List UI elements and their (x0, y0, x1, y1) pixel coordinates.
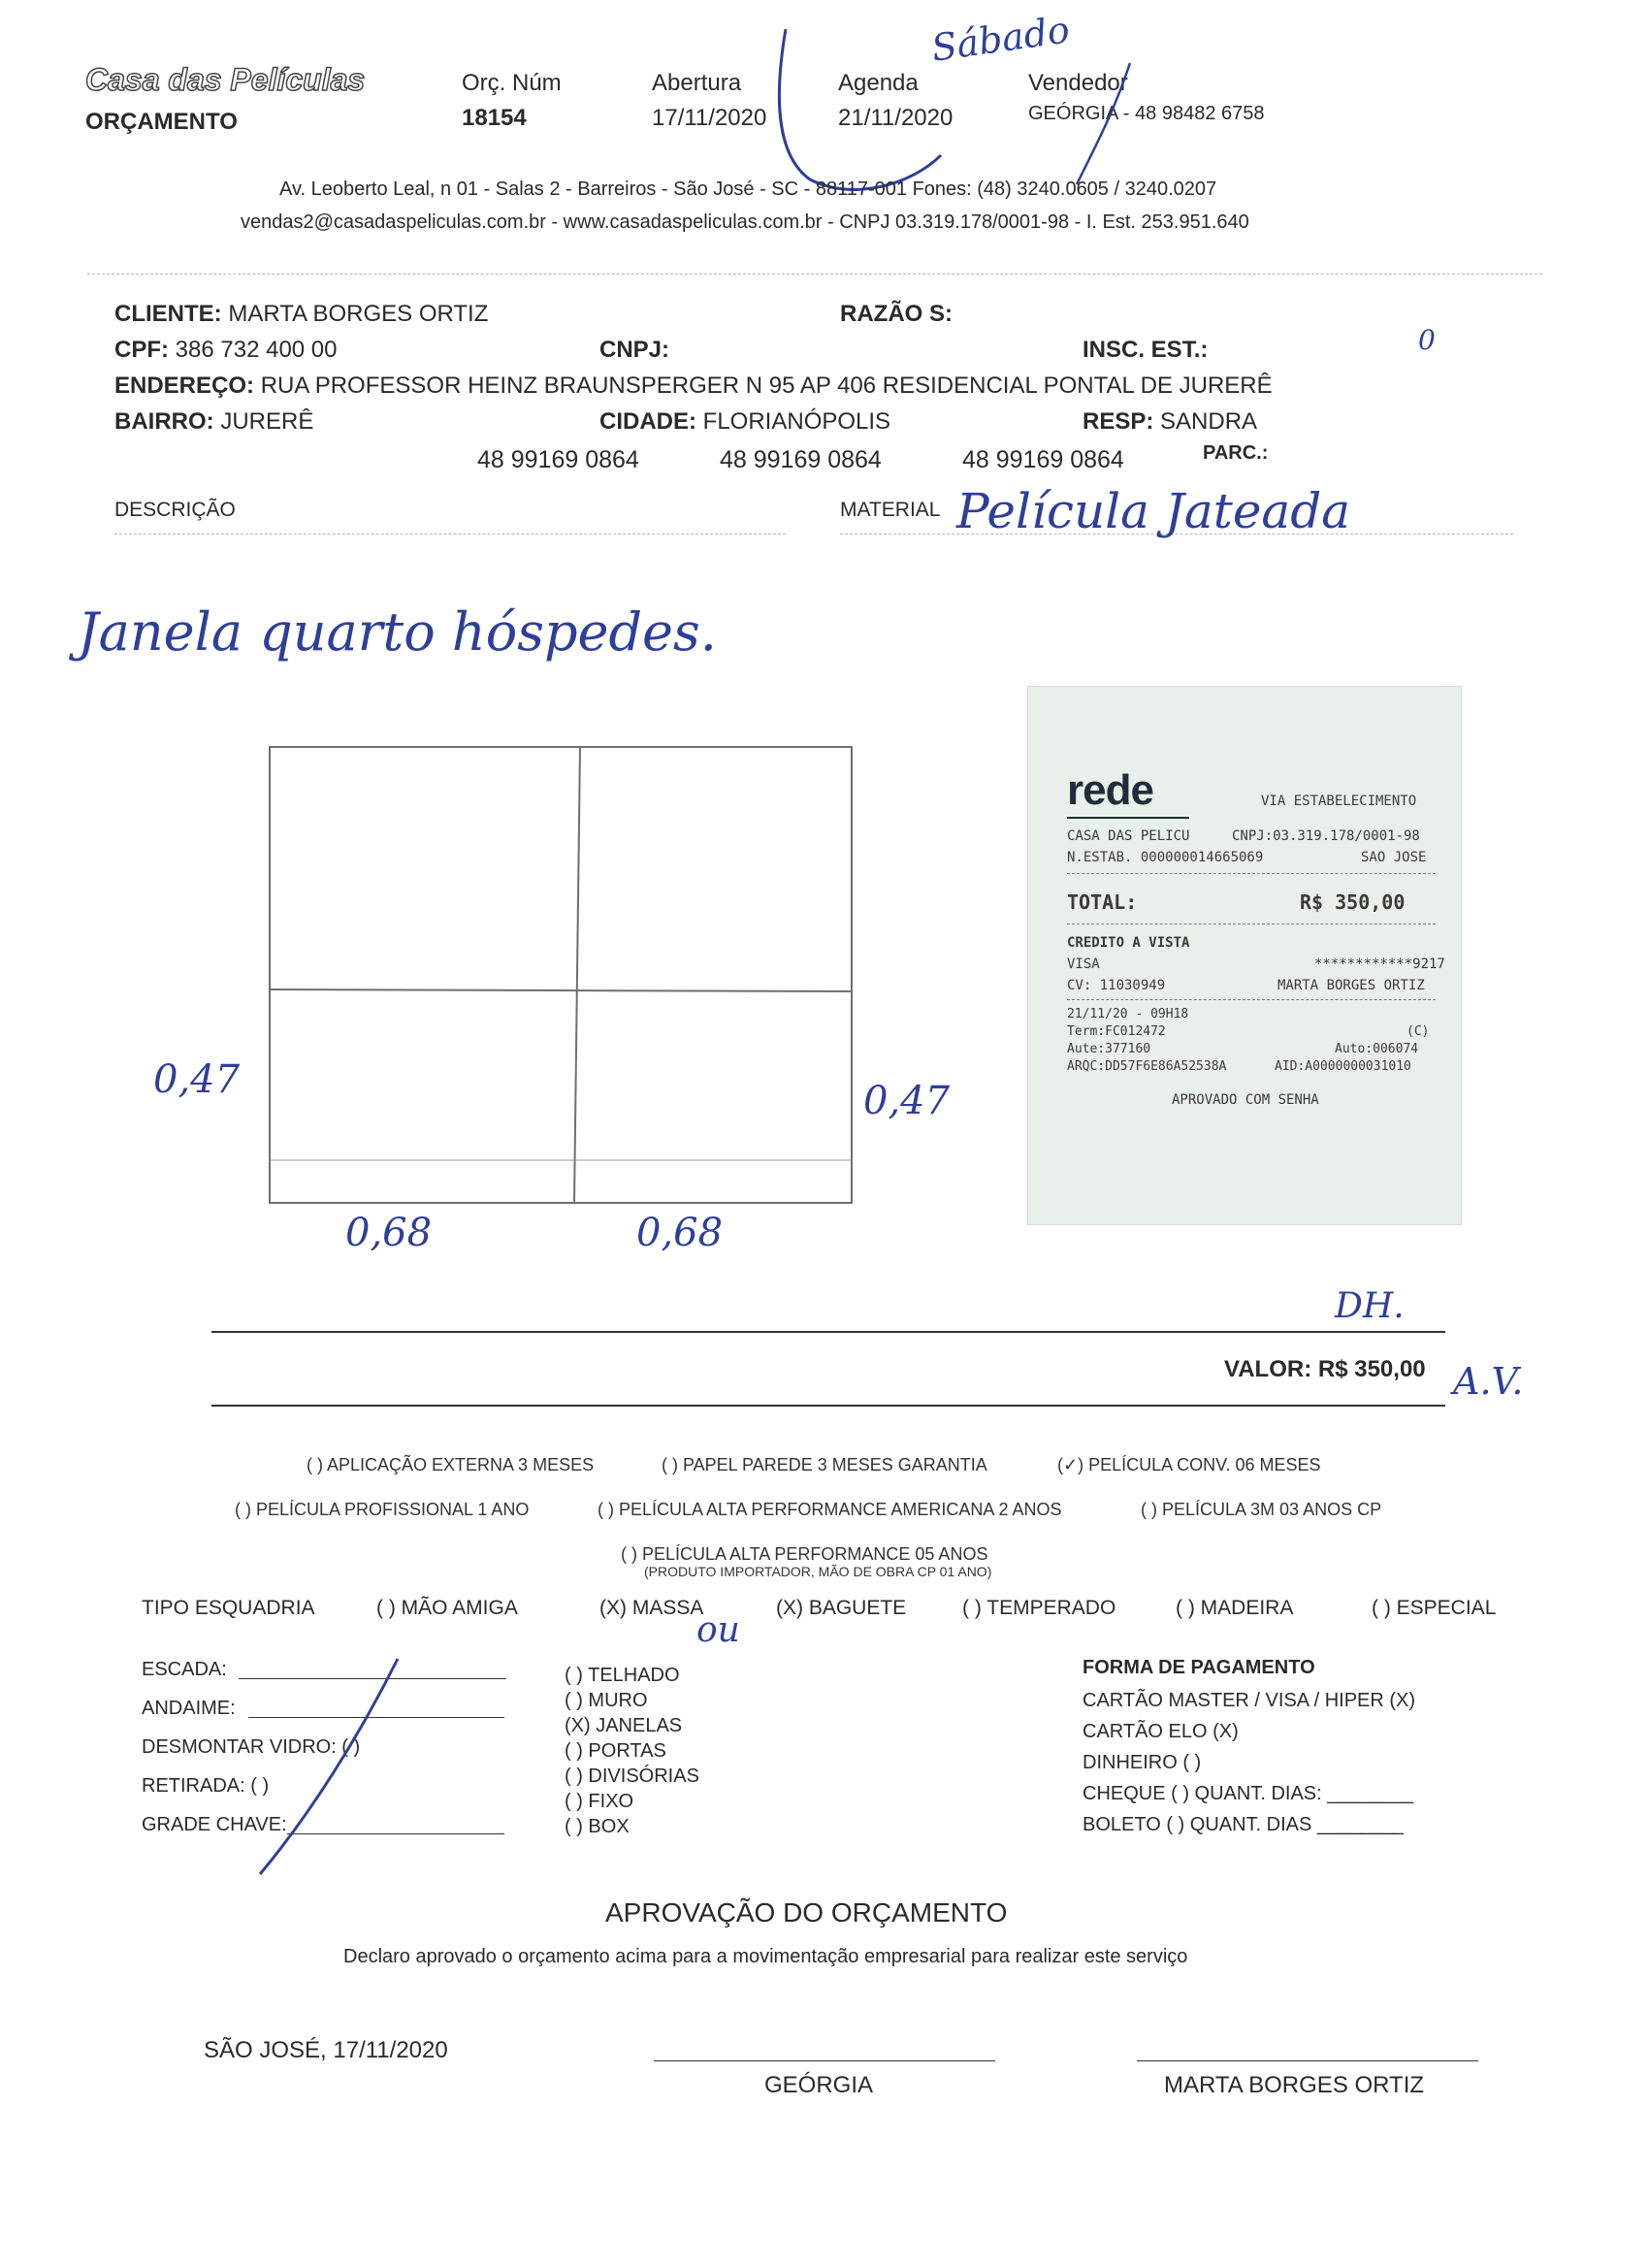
receipt-arqc: ARQC:DD57F6E86A52538A (1067, 1059, 1227, 1074)
extra-grade-chave: GRADE CHAVE: (142, 1814, 287, 1835)
receipt-cnpj: CNPJ:03.319.178/0001-98 (1232, 828, 1420, 844)
receipt-aid: AID:A0000000031010 (1275, 1059, 1411, 1074)
header-divider (87, 274, 1542, 275)
valor-line-top (211, 1331, 1445, 1333)
phone-3: 48 99169 0864 (962, 446, 1124, 473)
receipt-divider-1 (1067, 873, 1436, 874)
cpf-value: 386 732 400 00 (175, 337, 338, 363)
receipt-divider-2 (1067, 923, 1436, 924)
receipt-card-num: ************9217 (1314, 956, 1445, 972)
endereco-label: ENDEREÇO: (114, 373, 255, 399)
handwritten-strike-line (252, 1649, 407, 1882)
esquadria-baguete[interactable]: (X) BAGUETE (776, 1597, 907, 1619)
receipt-cv: CV: 11030949 (1067, 978, 1166, 993)
brand-logo: Casa das Películas (85, 62, 366, 97)
receipt-total-label: TOTAL: (1067, 891, 1138, 914)
vendedor-value: GEÓRGIA - 48 98482 6758 (1028, 103, 1265, 124)
window-sketch (262, 737, 863, 1213)
payment-dinheiro[interactable]: DINHEIRO ( ) (1083, 1752, 1202, 1773)
extra-fixo[interactable]: ( ) FIXO (565, 1791, 634, 1812)
payment-cartao-elo[interactable]: CARTÃO ELO (X) (1083, 1721, 1239, 1742)
phone-2: 48 99169 0864 (720, 446, 882, 473)
signature-line-2 (1137, 2060, 1478, 2061)
dim-right-height: 0,47 (863, 1079, 951, 1123)
orc-num-value: 18154 (462, 105, 527, 131)
payment-cartao-master[interactable]: CARTÃO MASTER / VISA / HIPER (X) (1083, 1690, 1416, 1711)
abertura-value: 17/11/2020 (652, 105, 767, 131)
vendedor-label: Vendedor (1028, 70, 1128, 96)
signature-name-1: GEÓRGIA (764, 2072, 874, 2098)
extra-box[interactable]: ( ) BOX (565, 1816, 630, 1837)
material-handwritten: Película Jateada (956, 483, 1351, 539)
endereco-value: RUA PROFESSOR HEINZ BRAUNSPERGER N 95 AP 406 RESIDENCIAL PONTAL DE JURERÊ (260, 373, 1273, 399)
receipt-auto: Auto:006074 (1335, 1042, 1419, 1056)
extra-telhado[interactable]: ( ) TELHADO (565, 1665, 680, 1686)
receipt-divider-3 (1067, 999, 1436, 1000)
extra-retirada[interactable]: RETIRADA: ( ) (142, 1775, 270, 1797)
approval-place-date: SÃO JOSÉ, 17/11/2020 (204, 2037, 448, 2063)
approval-text: Declaro aprovado o orçamento acima para a movimentação empresarial para realizar este serviço (343, 1946, 1188, 1967)
extra-divisorias[interactable]: ( ) DIVISÓRIAS (565, 1766, 699, 1787)
bairro-row (114, 408, 313, 436)
razao-label: RAZÃO S: (840, 301, 953, 327)
cliente-label: CLIENTE: (114, 301, 222, 327)
insc-label: INSC. EST.: (1083, 337, 1209, 363)
esquadria-label: TIPO ESQUADRIA (142, 1597, 315, 1619)
cidade-row (599, 408, 890, 436)
extra-escada: ESCADA: (142, 1659, 227, 1680)
receipt-total-value: R$ 350,00 (1300, 891, 1406, 914)
receipt-via: VIA ESTABELECIMENTO (1261, 794, 1417, 809)
receipt-term: Term:FC012472 (1067, 1024, 1166, 1039)
opt-aplicacao-externa[interactable]: ( ) APLICAÇÃO EXTERNA 3 MESES (307, 1455, 595, 1474)
payment-boleto[interactable]: BOLETO ( ) QUANT. DIAS ________ (1083, 1814, 1404, 1835)
receipt-city: SAO JOSE (1361, 850, 1427, 865)
insc-hand-mark: 0 (1418, 324, 1436, 356)
opt-pelicula-3m[interactable]: ( ) PELÍCULA 3M 03 ANOS CP (1141, 1500, 1382, 1519)
cidade-label: CIDADE: (599, 408, 696, 435)
agenda-value: 21/11/2020 (838, 105, 954, 131)
descricao-line (114, 534, 786, 535)
receipt-approval: APROVADO COM SENHA (1172, 1092, 1319, 1108)
receipt-type: CREDITO A VISTA (1067, 935, 1190, 951)
esquadria-temperado[interactable]: ( ) TEMPERADO (962, 1597, 1116, 1619)
cliente-value: MARTA BORGES ORTIZ (228, 301, 489, 327)
esquadria-madeira[interactable]: ( ) MADEIRA (1176, 1597, 1294, 1619)
dim-width-1: 0,68 (345, 1211, 433, 1255)
abertura-label: Abertura (652, 70, 742, 96)
esquadria-especial[interactable]: ( ) ESPECIAL (1372, 1597, 1497, 1619)
signature-line-1 (654, 2060, 995, 2061)
receipt-holder: MARTA BORGES ORTIZ (1277, 978, 1425, 993)
receipt-datetime: 21/11/20 - 09H18 (1067, 1007, 1189, 1021)
resp-label: RESP: (1083, 408, 1154, 435)
opt-alta-performance-05-sub: (PRODUTO IMPORTADOR, MÃO DE OBRA CP 01 ANO) (644, 1564, 992, 1579)
cpf-row (114, 337, 338, 364)
resp-value: SANDRA (1160, 408, 1258, 435)
extra-desmontar-vidro[interactable]: DESMONTAR VIDRO: ( ) (142, 1736, 361, 1758)
cnpj-label: CNPJ: (599, 337, 670, 363)
valor-text: VALOR: R$ 350,00 (1224, 1356, 1426, 1382)
handwritten-sabado: Sábado (928, 8, 1073, 70)
payment-title: FORMA DE PAGAMENTO (1083, 1657, 1315, 1678)
extra-portas[interactable]: ( ) PORTAS (565, 1740, 666, 1762)
receipt-card: VISA (1067, 956, 1100, 972)
esquadria-hand-ou: ou (696, 1610, 740, 1650)
valor-hand-av: A.V. (1453, 1360, 1524, 1403)
company-address: Av. Leoberto Leal, n 01 - Salas 2 - Barreiros - São José - SC - 88117-001 Fones: (48) 3240.0605 / 3240.0207 (279, 178, 1217, 200)
extra-andaime: ANDAIME: (142, 1698, 236, 1719)
handwritten-circle-mark (766, 10, 1174, 204)
approval-title: APROVAÇÃO DO ORÇAMENTO (605, 1897, 1008, 1928)
cliente-row (114, 301, 488, 328)
descricao-label: DESCRIÇÃO (114, 499, 236, 521)
item-handwritten: Janela quarto hóspedes. (78, 601, 717, 663)
opt-alta-performance-americana[interactable]: ( ) PELÍCULA ALTA PERFORMANCE AMERICANA 2 ANOS (598, 1500, 1062, 1519)
bairro-label: BAIRRO: (114, 408, 214, 435)
receipt-n-estab: N.ESTAB. 000000014665069 (1067, 850, 1264, 865)
material-label: MATERIAL (840, 499, 941, 521)
payment-cheque[interactable]: CHEQUE ( ) QUANT. DIAS: ________ (1083, 1783, 1414, 1804)
doc-type: ORÇAMENTO (85, 109, 238, 135)
signature-name-2: MARTA BORGES ORTIZ (1164, 2072, 1425, 2098)
parc-label: PARC.: (1203, 442, 1269, 464)
cpf-label: CPF: (114, 337, 169, 363)
receipt-c-mark: (C) (1406, 1024, 1430, 1039)
receipt-aute: Aute:377160 (1067, 1042, 1151, 1056)
extra-janelas[interactable]: (X) JANELAS (565, 1715, 683, 1736)
opt-pelicula-profissional[interactable]: ( ) PELÍCULA PROFISSIONAL 1 ANO (235, 1500, 530, 1519)
dim-left-height: 0,47 (153, 1057, 241, 1102)
resp-row (1083, 408, 1257, 436)
bairro-value: JURERÊ (220, 408, 314, 435)
phone-1: 48 99169 0864 (477, 446, 639, 473)
esquadria-massa[interactable]: (X) MASSA (599, 1597, 704, 1619)
extra-muro[interactable]: ( ) MURO (565, 1690, 648, 1711)
opt-pelicula-conv[interactable]: (✓) PELÍCULA CONV. 06 MESES (1057, 1455, 1321, 1474)
opt-papel-parede[interactable]: ( ) PAPEL PAREDE 3 MESES GARANTIA (662, 1455, 987, 1474)
valor-line-bottom (211, 1405, 1445, 1407)
agenda-label: Agenda (838, 70, 919, 96)
initials-handwritten: DH. (1335, 1286, 1405, 1326)
endereco-row (114, 373, 1273, 400)
esquadria-mao-amiga[interactable]: ( ) MÃO AMIGA (376, 1597, 518, 1619)
receipt-estab: CASA DAS PELICU (1067, 828, 1190, 844)
opt-alta-performance-05[interactable]: ( ) PELÍCULA ALTA PERFORMANCE 05 ANOS (621, 1544, 988, 1564)
dim-width-2: 0,68 (636, 1211, 724, 1255)
rede-logo: rede (1067, 766, 1153, 814)
rede-logo-underline (1067, 817, 1189, 819)
company-contact: vendas2@casadaspeliculas.com.br - www.casadaspeliculas.com.br - CNPJ 03.319.178/0001-98 - I. Est. 253.951.640 (241, 211, 1249, 233)
orc-num-label: Orç. Núm (462, 70, 562, 96)
cidade-value: FLORIANÓPOLIS (702, 408, 891, 435)
card-receipt (1028, 687, 1461, 1224)
